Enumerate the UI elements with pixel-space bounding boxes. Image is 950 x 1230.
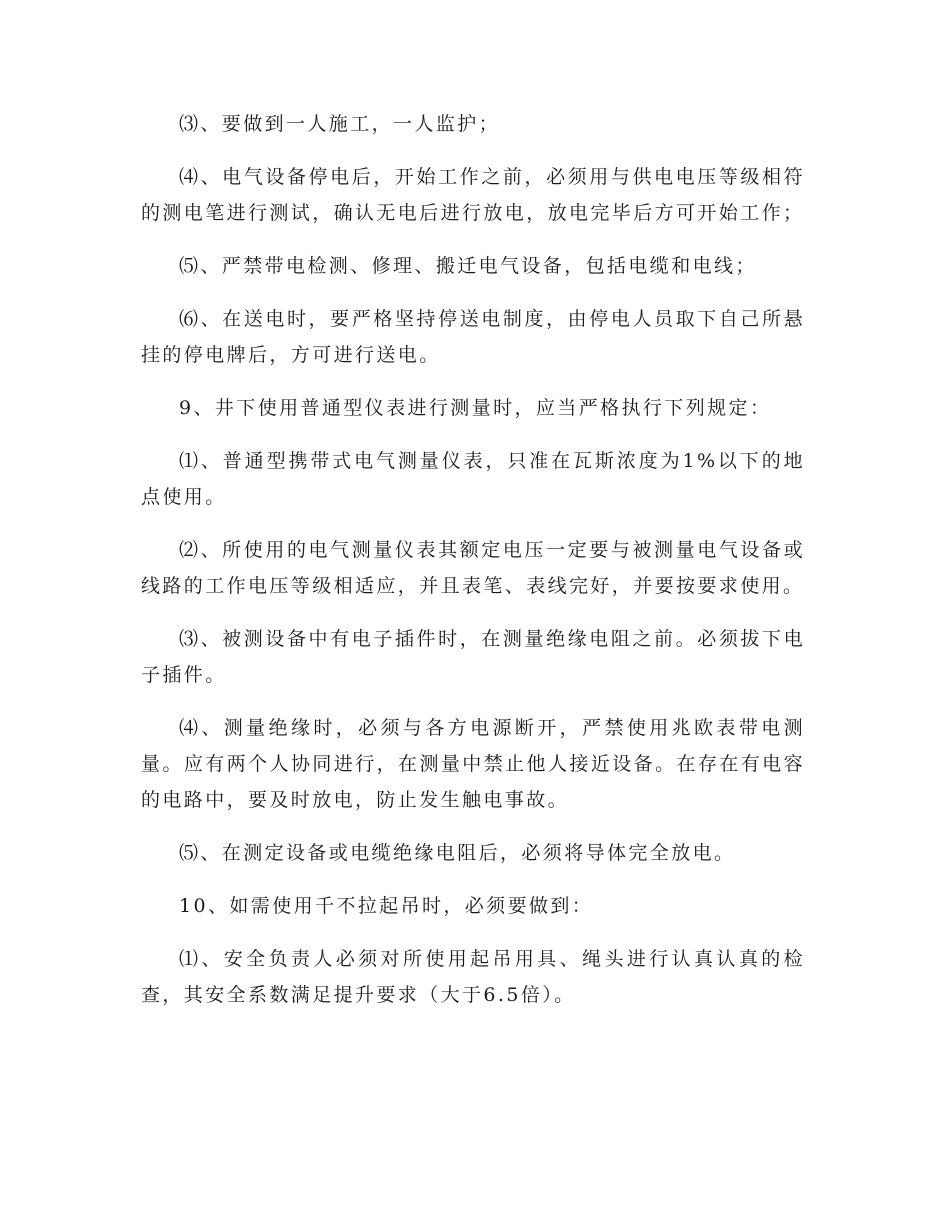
paragraph: ⑷、电气设备停电后，开始工作之前，必须用与供电电压等级相符的测电笔进行测试，确认无电后进行放电，放电完毕后方可开始工作；	[141, 166, 805, 224]
document-body	[141, 106, 805, 1030]
paragraph: ⑶、被测设备中有电子插件时，在测量绝缘电阻之前。必须拔下电子插件。	[141, 628, 805, 686]
paragraph: ⑵、所使用的电气测量仪表其额定电压一定要与被测量电气设备或线路的工作电压等级相适应，并且表笔、表线完好，并要按要求使用。	[141, 539, 805, 597]
paragraph: ⑷、测量绝缘时，必须与各方电源断开，严禁使用兆欧表带电测量。应有两个人协同进行，在测量中禁止他人接近设备。在存在有电容的电路中，要及时放电，防止发生触电事故。	[141, 717, 805, 811]
paragraph: ⑴、普通型携带式电气测量仪表，只准在瓦斯浓度为1%以下的地点使用。	[141, 450, 805, 508]
paragraph: ⑹、在送电时，要严格坚持停送电制度，由停电人员取下自己所悬挂的停电牌后，方可进行送电。	[141, 308, 805, 366]
paragraph: ⑶、要做到一人施工，一人监护；	[179, 113, 501, 135]
paragraph: ⑸、在测定设备或电缆绝缘电阻后，必须将导体完全放电。	[179, 842, 736, 864]
paragraph: ⑸、严禁带电检测、修理、搬迁电气设备，包括电缆和电线；	[179, 255, 757, 277]
paragraph: ⑴、安全负责人必须对所使用起吊用具、绳头进行认真认真的检查，其安全系数满足提升要求（大于6.5倍）。	[141, 948, 805, 1006]
section-heading: 10、如需使用千不拉起吊时，必须要做到：	[179, 895, 594, 917]
section-heading: 9、井下使用普通型仪表进行测量时，应当严格执行下列规定：	[179, 397, 772, 419]
